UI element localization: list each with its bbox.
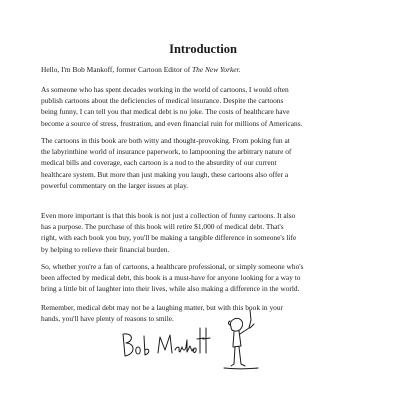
greeting-paragraph <box>41 64 364 75</box>
handwritten-signature <box>123 328 210 356</box>
paragraph-audience <box>41 261 364 295</box>
text-line: healthcare system. But more than just making you laugh, these cartoons also offer a <box>41 169 289 179</box>
greeting-text: Hello, I'm Bob Mankoff, former Cartoon Editor of <box>41 65 193 74</box>
text-line: The cartoons in this book are both witty and thought-provoking. From poking fun at <box>41 136 290 145</box>
text-line: bring a little bit of laughter into their lives, while also making a difference in the world. <box>41 284 300 294</box>
book-page <box>41 0 365 400</box>
text-line: Even more important is that this book is not just a collection of funny cartoons. It also <box>41 211 296 220</box>
paragraph-medical-insurance <box>41 84 364 129</box>
text-line: has a purpose. The purchase of this book will retire $1,000 of medical debt. That's <box>41 222 284 232</box>
publication-name: The New Yorker. <box>192 65 241 74</box>
text-line: by helping to relieve their financial burden. <box>41 244 170 254</box>
text-line: the labyrinthine world of insurance paperwork, to lampooning the arbitrary nature of <box>41 147 292 157</box>
cartoon-figure-sketch <box>224 310 258 369</box>
text-line: So, whether you're a fan of cartoons, a healthcare professional, or simply someone who's <box>41 262 304 271</box>
text-line: being funny, I can tell you that medical debt is no joke. The costs of healthcare have <box>41 107 290 117</box>
text-line: right, with each book you buy, you'll be making a tangible difference in someone's life <box>41 233 297 243</box>
text-line: become a source of stress, frustration, and even financial ruin for millions of Americans. <box>41 118 303 128</box>
paragraph-cartoons <box>41 135 364 191</box>
text-line: Remember, medical debt may not be a laughing matter, but with this book in your <box>41 303 284 312</box>
text-line: been affected by medical debt, this book is a must-have for anyone looking for a way to <box>41 273 301 283</box>
text-line: hands, you'll have plenty of reasons to smile. <box>41 314 174 324</box>
page-title: Introduction <box>169 42 237 56</box>
text-line: powerful commentary on the larger issues at play. <box>41 180 189 190</box>
text-line: As someone who has spent decades working in the world of cartoons, I would often <box>41 85 289 94</box>
signature-with-sketch <box>120 306 270 372</box>
text-line: publish cartoons about the deficiencies of medical insurance. Despite the cartoons <box>41 96 284 106</box>
text-line: medical bills and coverage, each cartoon is a nod to the absurdity of our current <box>41 158 277 168</box>
paragraph-purpose <box>41 210 364 255</box>
